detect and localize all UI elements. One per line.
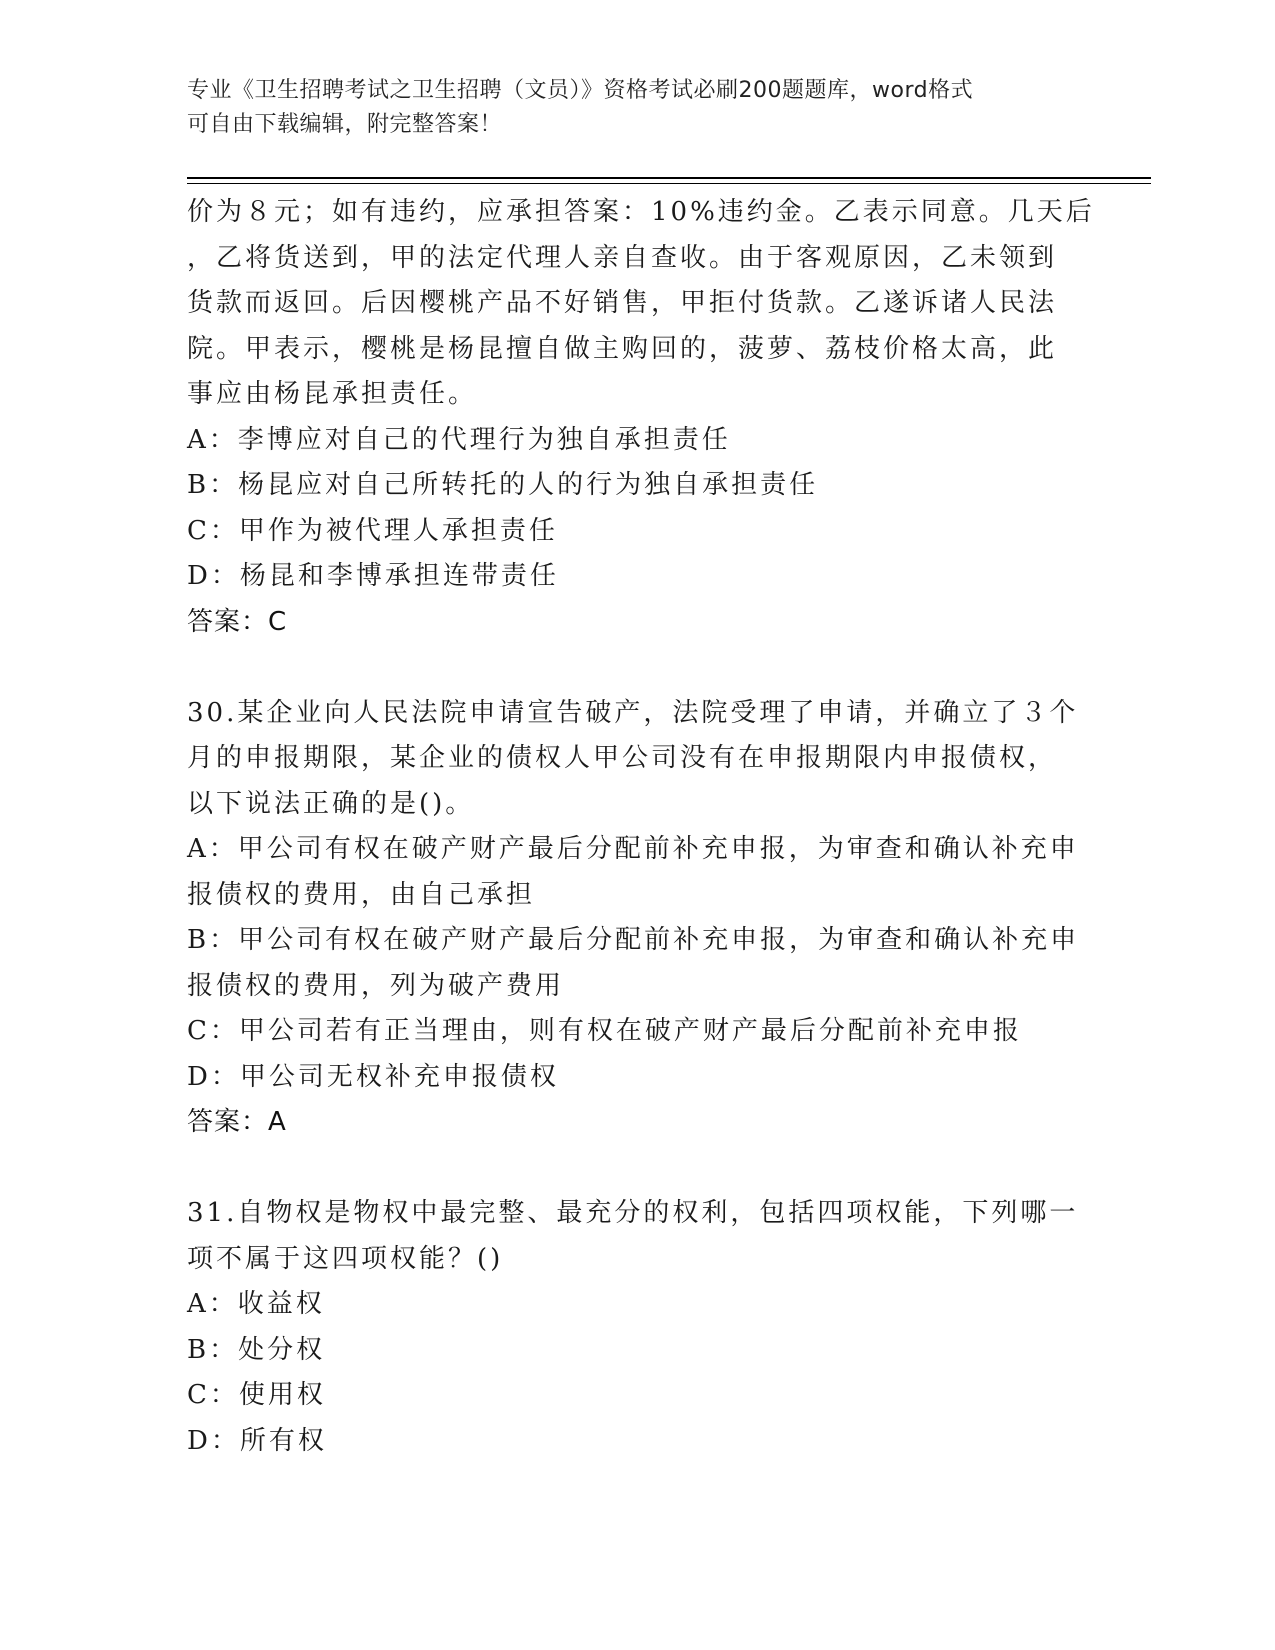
- option-c: C：甲作为被代理人承担责任: [187, 515, 558, 546]
- question-stem-line: 货款而返回。后因樱桃产品不好销售，甲拒付货款。乙遂诉诸人民法: [187, 288, 1058, 318]
- question-stem-line: 价为８元；如有违约，应承担答案：10%违约金。乙表示同意。几天后: [187, 197, 1095, 227]
- document-header: [187, 74, 1067, 142]
- question-content: [187, 190, 1095, 1464]
- option-a: A：李博应对自己的代理行为独自承担责任: [187, 424, 731, 455]
- option-b-continued: 报债权的费用，列为破产费用: [187, 970, 565, 1001]
- option-c: C：使用权: [187, 1380, 326, 1410]
- question-stem-line: 项不属于这四项权能？(): [187, 1243, 504, 1274]
- question-stem-line: ，乙将货送到，甲的法定代理人亲自查收。由于客观原因，乙未领到: [187, 242, 1058, 273]
- question-stem-line: 以下说法正确的是()。: [187, 788, 475, 819]
- header-title-line-2: 可自由下载编辑，附完整答案！: [187, 112, 503, 137]
- question-spacer: [187, 645, 1087, 691]
- question-30: [187, 691, 1087, 1146]
- answer-key: 答案：C: [187, 606, 288, 637]
- option-a-continued: 报债权的费用，由自己承担: [187, 879, 536, 910]
- question-stem-line: 31.自物权是物权中最完整、最充分的权利，包括四项权能，下列哪一: [187, 1198, 1079, 1228]
- option-b: B：杨昆应对自己所转托的人的行为独自承担责任: [187, 470, 819, 500]
- question-29: [187, 190, 1095, 645]
- answer-key: 答案：A: [187, 1107, 287, 1137]
- question-stem-line: 院。甲表示，樱桃是杨昆擅自做主购回的，菠萝、荔枝价格太高，此: [187, 333, 1058, 364]
- question-stem-line: 30.某企业向人民法院申请宣告破产，法院受理了申请，并确立了３个: [187, 697, 1079, 728]
- question-stem-line: 事应由杨昆承担责任。: [187, 379, 478, 409]
- question-stem-line: 月的申报期限，某企业的债权人甲公司没有在申报期限内申报债权，: [187, 743, 1058, 773]
- header-divider-thin: [187, 183, 1151, 184]
- option-b: B：处分权: [187, 1334, 326, 1365]
- question-31: [187, 1191, 1087, 1464]
- header-divider-thick: [187, 177, 1151, 179]
- option-a: A：甲公司有权在破产财产最后分配前补充申报，为审查和确认补充申: [187, 834, 1079, 864]
- option-b: B：甲公司有权在破产财产最后分配前补充申报，为审查和确认补充申: [187, 925, 1080, 955]
- option-d: D：所有权: [187, 1425, 327, 1456]
- option-a: A：收益权: [187, 1289, 325, 1319]
- option-d: D：甲公司无权补充申报债权: [187, 1061, 559, 1092]
- question-spacer: [187, 1146, 1087, 1192]
- option-d: D：杨昆和李博承担连带责任: [187, 561, 559, 591]
- header-title-line-1: 专业《卫生招聘考试之卫生招聘（文员）》资格考试必刷200题题库，word格式: [187, 78, 974, 103]
- option-c: C：甲公司若有正当理由，则有权在破产财产最后分配前补充申报: [187, 1016, 1022, 1046]
